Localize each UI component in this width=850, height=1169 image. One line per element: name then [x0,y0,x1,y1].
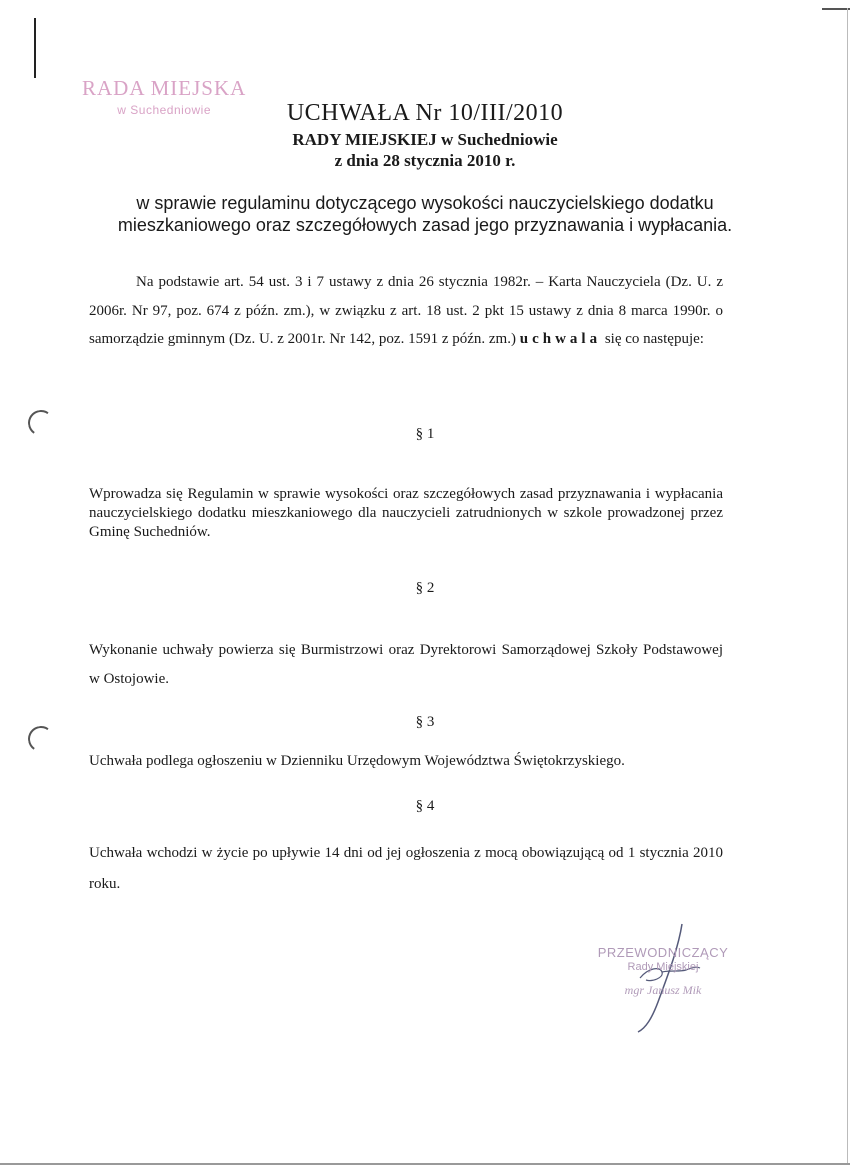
chairman-body: Rady Miejskiej [627,961,699,973]
section-heading-4: § 4 [415,798,435,814]
council-stamp-line2: w Suchedniowie [117,103,211,117]
section-text-1: Wprowadza się Regulamin w sprawie wysokości oraz szczegółowych zasad przyznawania i wypłacania nauczycielskiego dodatku mieszkaniowego dla nauczycieli zatrudnionych w szkole prowadzonej przez Gminę Suchedniów. [89,486,723,540]
section-text-3: Uchwała podlega ogłoszeniu w Dzienniku Urzędowym Województwa Świętokrzyskiego. [89,753,625,769]
resolution-date: z dnia 28 stycznia 2010 r. [334,151,516,170]
chairman-stamp [588,945,738,998]
council-stamp-line1: RADA MIEJSKA [82,76,247,100]
section-text-4: Uchwała wchodzi w życie po upływie 14 dni od jej ogłoszenia z mocą obowiązującą od 1 stycznia 2010 roku. [89,845,723,892]
resolution-subject [0,192,850,236]
section-heading-3: § 3 [415,714,435,730]
subject-line-1: w sprawie regulaminu dotyczącego wysokości nauczycielskiego dodatku [136,193,714,213]
section-heading-2: § 2 [415,580,435,596]
section-text-2: Wykonanie uchwały powierza się Burmistrzowi oraz Dyrektorowi Samorządowej Szkoły Podstawowej w Ostojowie. [89,642,723,687]
legal-basis-keyword: uchwala [519,331,602,347]
chairman-role: PRZEWODNICZĄCY [597,945,729,960]
scan-edge-top [822,8,850,10]
chairman-name: mgr Janusz Mik [624,983,702,997]
legal-basis-tail: się co następuje: [604,331,704,347]
resolution-issuer: RADY MIEJSKIEJ w Suchedniowie [292,130,558,149]
scan-margin-line [34,18,36,78]
resolution-title: UCHWAŁA Nr 10/III/2010 [286,100,564,126]
section-heading-1: § 1 [415,426,435,442]
scan-edge-bottom [0,1163,850,1165]
legal-basis-text: Na podstawie art. 54 ust. 3 i 7 ustawy z dnia 26 stycznia 1982r. – Karta Nauczyciela (Dz. U. z 2006r. Nr 97, poz. 674 z późn. zm.), w związku z art. 18 ust. 2 pkt 15 ustawy z dnia 8 marca 1990r. o samorządzie gminnym (Dz. U. z 2001r. Nr 142, poz. 1591 z późn. zm.) [89,274,723,347]
subject-line-2: mieszkaniowego oraz szczegółowych zasad jego przyznawania i wypłacania. [117,215,733,235]
legal-basis-paragraph [89,268,723,354]
